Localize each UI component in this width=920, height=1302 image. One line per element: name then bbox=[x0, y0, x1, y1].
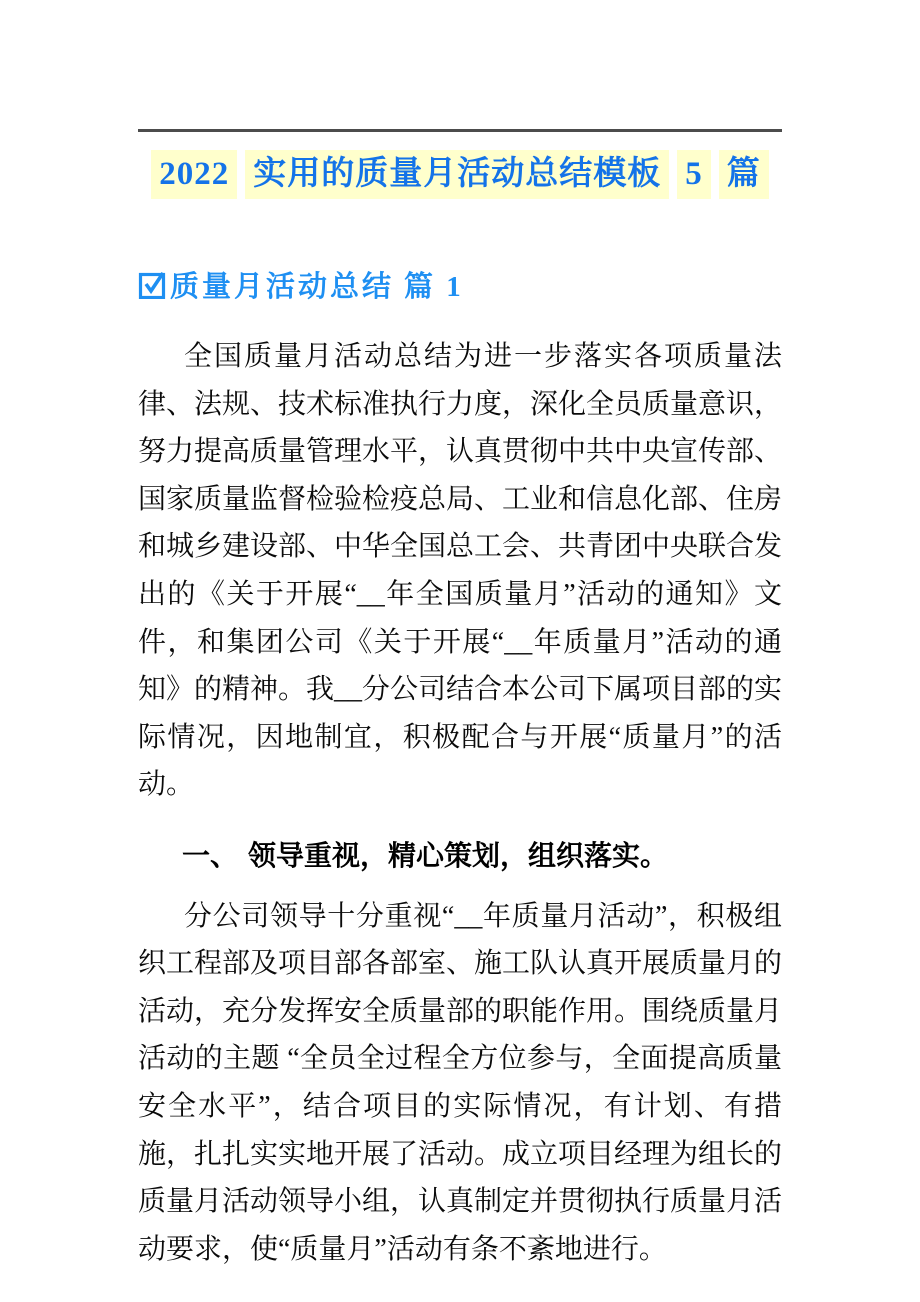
document-title bbox=[0, 151, 920, 198]
title-segment-main: 实用的质量月活动总结模板 bbox=[245, 150, 669, 199]
heading-text: 领导重视，精心策划，组织落实。 bbox=[248, 840, 669, 872]
title-segment-year: 2022 bbox=[151, 150, 237, 199]
paragraph-1: 全国质量月活动总结为进一步落实各项质量法律、法规、技术标准执行力度，深化全员质量意识，努力提高质量管理水平，认真贯彻中共中央宣传部、国家质量监督检验检疫总局、工业和信息化部、住房和城乡建设部、中华全国总工会、共青团中央联合发出的《关于开展“__年全国质量月”活动的通知》文件，和集团公司《关于开展“__年质量月”活动的通知》的精神。我__分公司结合本公司下属项目部的实际情况，因地制宜，积极配合与开展“质量月”的活动。 bbox=[138, 341, 783, 801]
document-body bbox=[138, 333, 782, 1273]
checked-checkbox-icon bbox=[138, 270, 167, 299]
numbered-heading-1 bbox=[138, 833, 782, 881]
paragraph-2: 分公司领导十分重视“__年质量月活动”，积极组织工程部及项目部各部室、施工队认真开展质量月的活动，充分发挥安全质量部的职能作用。围绕质量月活动的主题 “全员全过程全方位参与，全面提高质量安全水平”，结合项目的实际情况，有计划、有措施，扎扎实实地开展了活动。成立项目经理为组长的质量月活动领导小组，认真制定并贯彻执行质量月活动要求，使“质量月”活动有条不紊地进行。 bbox=[138, 900, 783, 1265]
horizontal-divider bbox=[138, 129, 782, 132]
section-heading bbox=[138, 264, 464, 305]
heading-number: 一、 bbox=[182, 840, 239, 872]
section-heading-part-label: 篇 1 bbox=[404, 271, 464, 303]
section-heading-title: 质量月活动总结 bbox=[170, 271, 395, 303]
title-segment-count: 5 bbox=[677, 150, 711, 199]
title-segment-unit: 篇 bbox=[719, 150, 769, 199]
